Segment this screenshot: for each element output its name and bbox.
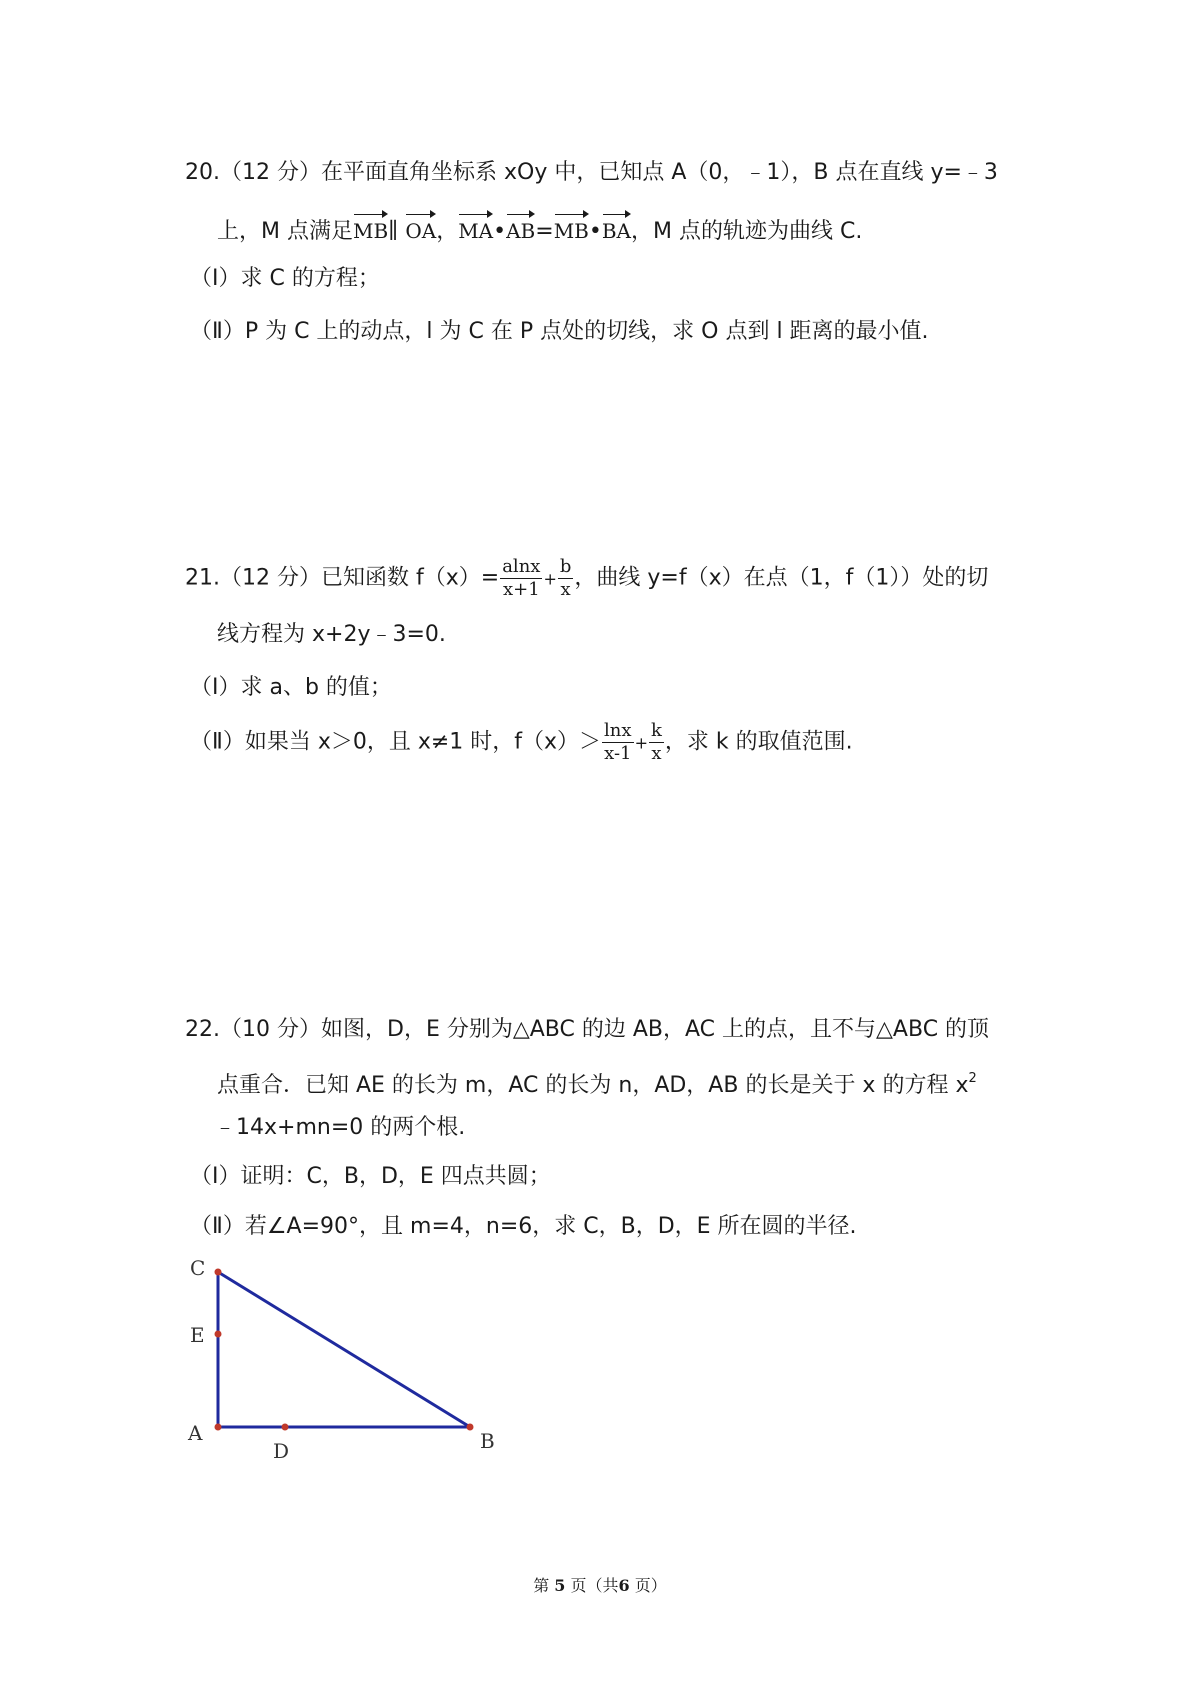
- q22-number: 22.: [185, 1017, 220, 1042]
- point-E: [215, 1331, 222, 1338]
- q21-part2: [190, 720, 853, 765]
- total-page-count: 6: [618, 1576, 630, 1595]
- point-B: [467, 1424, 474, 1431]
- label-D: D: [273, 1439, 290, 1463]
- label-A: A: [188, 1421, 203, 1445]
- triangle-figure: [170, 1245, 530, 1475]
- vector-AB: AB: [506, 212, 535, 246]
- q22-part2: （Ⅱ）若∠A=90°，且 m=4，n=6，求 C，B，D，E 所在圆的半径.: [190, 1214, 857, 1239]
- fraction-numerator: k: [650, 720, 662, 741]
- q21-part2-a: （Ⅱ）如果当 x＞0，且 x≠1 时，f（x）＞: [190, 729, 602, 755]
- current-page-number: 5: [554, 1576, 566, 1595]
- q22-line3: ﹣14x+mn=0 的两个根.: [214, 1115, 466, 1140]
- q22-part1: （Ⅰ）证明：C，B，D，E 四点共圆；: [190, 1164, 551, 1189]
- fraction-numerator: lnx: [604, 720, 632, 741]
- q22-line1: [185, 1015, 989, 1045]
- q21-part1: （Ⅰ）求 a、b 的值；: [190, 675, 392, 700]
- plus-sign-2: +: [634, 733, 648, 753]
- q20-part2: （Ⅱ）P 为 C 上的动点，l 为 C 在 P 点处的切线，求 O 点到 l 距离的最小值.: [190, 319, 929, 344]
- fraction-lnx-over-x-minus-1: [602, 720, 634, 765]
- page-footer: [0, 1573, 1200, 1596]
- parallel-symbol: ∥: [388, 219, 399, 244]
- q21-part2-b: ，求 k 的取值范围.: [664, 729, 853, 755]
- exponent-2: 2: [968, 1071, 977, 1086]
- fraction-denominator: x: [560, 579, 571, 600]
- q20-line2: [217, 212, 862, 247]
- dot-product-1: •: [493, 219, 507, 244]
- point-A: [215, 1424, 222, 1431]
- q20-score: （12 分）: [220, 160, 321, 185]
- fraction-numerator: b: [559, 556, 572, 577]
- q20-comma: ，: [436, 219, 459, 244]
- vector-MB: MB: [353, 212, 388, 246]
- fraction-k-over-x: [649, 720, 664, 765]
- label-E: E: [190, 1323, 205, 1347]
- equals-sign: =: [535, 219, 554, 244]
- vector-MA: MA: [458, 212, 493, 246]
- q22-score: （10 分）: [220, 1017, 321, 1042]
- triangle-ABC: [218, 1272, 470, 1427]
- footer-middle: 页（共: [570, 1576, 619, 1595]
- fraction-denominator: x: [651, 743, 662, 764]
- fraction-b-over-x: [558, 556, 574, 601]
- plus-sign: +: [543, 569, 557, 589]
- fraction-numerator: alnx: [502, 556, 541, 577]
- q22-line2: [217, 1064, 977, 1101]
- q21-line2: 线方程为 x+2y﹣3=0.: [217, 622, 446, 647]
- footer-prefix: 第: [533, 1576, 550, 1595]
- q21-line1-b: ，曲线 y=f（x）在点（1，f（1））处的切: [574, 565, 989, 591]
- q21-line1-a: 已知函数 f（x）=: [321, 565, 500, 591]
- label-B: B: [480, 1429, 495, 1453]
- footer-suffix: 页）: [634, 1576, 667, 1595]
- fraction-denominator: x-1: [604, 743, 632, 764]
- label-C: C: [190, 1256, 206, 1280]
- q20-number: 20.: [185, 160, 220, 185]
- q21-score: （12 分）: [220, 565, 321, 591]
- q20-text: 在平面直角坐标系 xOy 中，已知点 A（0，﹣1），B 点在直线 y=﹣3: [321, 160, 998, 185]
- point-C: [215, 1269, 222, 1276]
- point-D: [282, 1424, 289, 1431]
- q21-number: 21.: [185, 565, 220, 591]
- vector-BA: BA: [602, 212, 631, 246]
- dot-product-2: •: [588, 219, 602, 244]
- q20-line1: [185, 158, 998, 188]
- q22-line1-text: 如图，D，E 分别为△ABC 的边 AB，AC 上的点，且不与△ABC 的顶: [321, 1017, 990, 1042]
- q21-line1: [185, 556, 988, 601]
- fraction-denominator: x+1: [502, 579, 540, 600]
- vector-OA: OA: [405, 212, 436, 246]
- q20-line2-end: ，M 点的轨迹为曲线 C.: [631, 219, 863, 244]
- q22-line2-text: 点重合．已知 AE 的长为 m，AC 的长为 n，AD，AB 的长是关于 x 的方程 x: [217, 1073, 969, 1098]
- q20-line2-start: 上，M 点满足: [217, 219, 353, 244]
- q20-part1: （Ⅰ）求 C 的方程；: [190, 266, 380, 291]
- vector-MB-2: MB: [554, 212, 589, 246]
- fraction-alnx-over-x-plus-1: [500, 556, 542, 601]
